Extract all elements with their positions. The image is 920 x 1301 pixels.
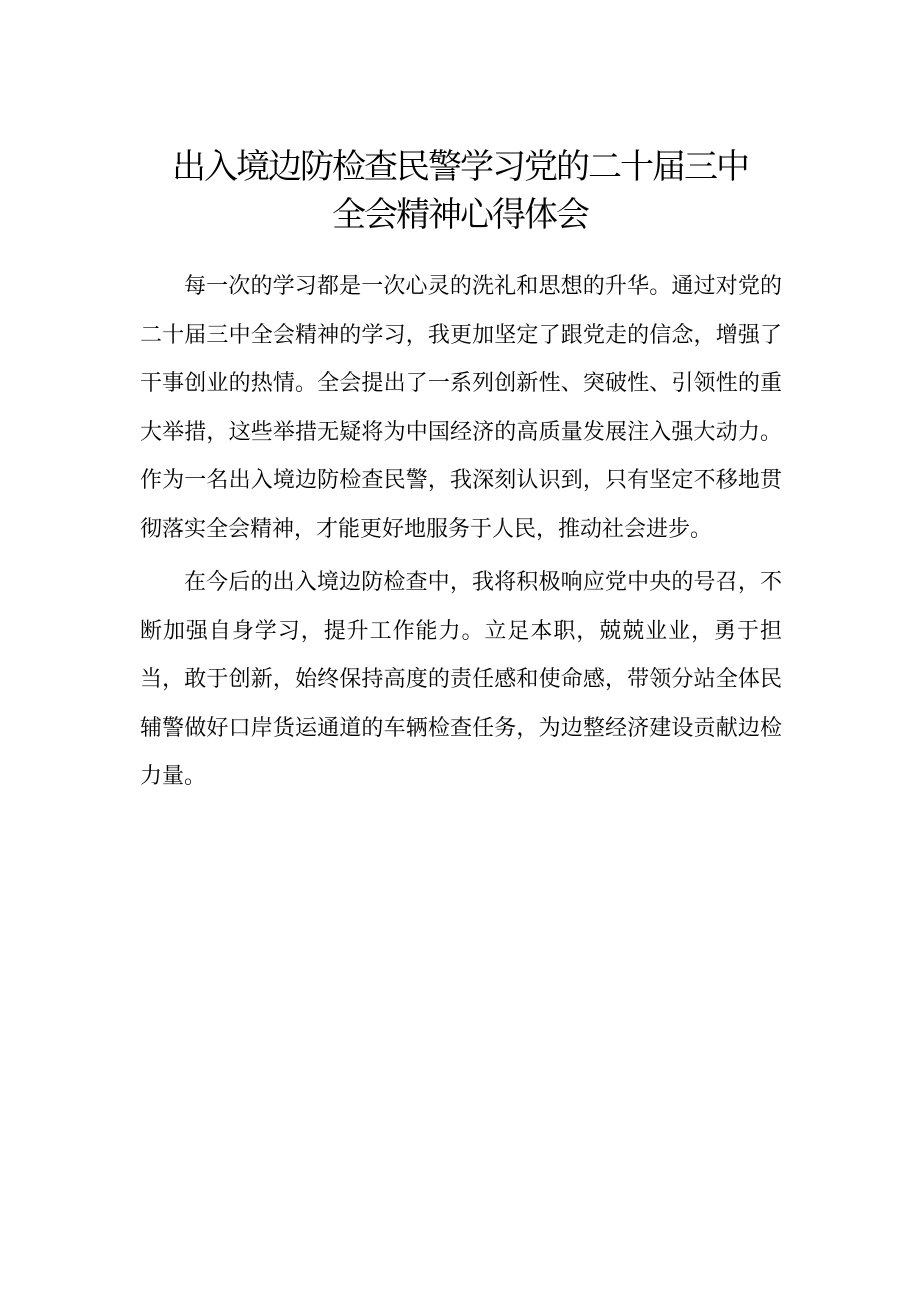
paragraph-2: 在今后的出入境边防检查中，我将积极响应党中央的号召，不断加强自身学习，提升工作能力。立足本职，兢兢业业，勇于担当，敢于创新，始终保持高度的责任感和使命感，带领分站全体民辅警做好口岸货运通道的车辆检查任务，为边整经济建设贡献边检力量。 xyxy=(140,570,782,789)
title-line-1: 出入境边防检查民警学习党的二十届三中 xyxy=(172,147,748,187)
paragraph-1: 每一次的学习都是一次心灵的洗礼和思想的升华。通过对党的二十届三中全会精神的学习，我更加坚定了跟党走的信念，增强了干事创业的热情。全会提出了一系列创新性、突破性、引领性的重大举措，这些举措无疑将为中国经济的高质量发展注入强大动力。作为一名出入境边防检查民警，我深刻认识到，只有坚定不移地贯彻落实全会精神，才能更好地服务于人民，推动社会进步。 xyxy=(140,274,782,542)
document-title xyxy=(0,143,920,239)
document-body xyxy=(140,263,782,807)
title-line-2: 全会精神心得体会 xyxy=(332,195,588,235)
